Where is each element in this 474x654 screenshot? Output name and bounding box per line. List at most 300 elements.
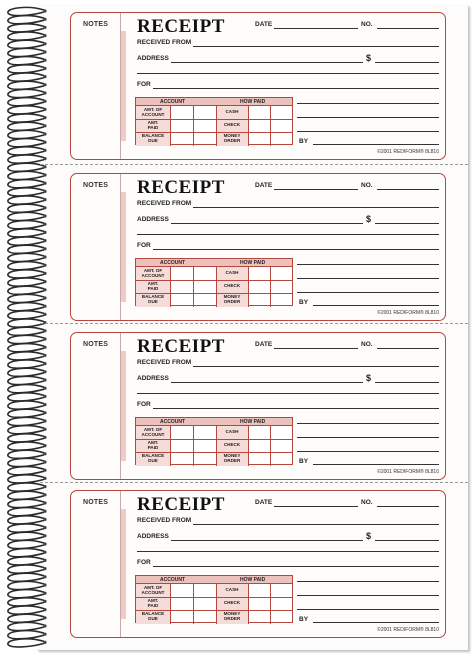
notes-label: NOTES [83,21,109,28]
punch-hole [43,526,46,529]
spiral-coil [8,417,44,425]
punch-hole [43,419,46,422]
punch-hole [43,518,46,521]
address-label: ADDRESS [137,55,169,62]
copyright-text: ©2001 REDIFORM® 8L810 [377,310,439,316]
dollar-label: $ [366,214,372,224]
punch-hole [43,42,46,45]
amt-of-account-line2: ACCOUNT [141,431,165,437]
punch-hole [43,583,46,586]
amt-paid-line2: PAID [147,602,159,608]
punch-hole [43,124,46,127]
spiral-coil [8,426,44,434]
punch-hole [43,387,46,390]
punch-hole [43,198,46,201]
punch-hole [43,592,46,595]
amt-of-account-line1: AMT. OF [143,107,163,112]
amt-paid-line2: PAID [147,444,159,450]
spiral-coil [8,540,44,548]
punch-hole [43,223,46,226]
punch-hole [43,354,46,357]
punch-hole [43,305,46,308]
spiral-coil [8,606,44,614]
spiral-coil [8,270,44,278]
row-divider [136,119,292,120]
spiral-coil [8,409,44,417]
balance-due-line2: DUE [148,137,158,143]
spiral-coil [8,516,44,524]
spiral-coil [8,327,44,335]
extra-line[interactable] [137,234,439,235]
received-from-label: RECEIVED FROM [137,359,192,366]
amt-of-account-line1: AMT. OF [143,427,163,432]
payment-table [135,97,293,145]
spiral-coil [8,614,44,622]
money-order-label [217,612,247,622]
spiral-coil [8,262,44,270]
date-label: DATE [255,499,273,506]
punch-hole [43,9,46,12]
no-label: NO. [361,499,373,506]
blank-line-1[interactable] [297,264,439,265]
by-line[interactable] [313,305,439,306]
spiral-coil [8,73,44,81]
by-label: BY [299,138,309,145]
address-line[interactable] [171,382,363,383]
copyright-text: ©2001 REDIFORM® 8L810 [377,149,439,155]
punch-hole [43,452,46,455]
red-strip [121,31,126,141]
punch-hole [43,239,46,242]
spiral-coil [8,163,44,171]
money-order-line1: MONEY [223,133,241,138]
how-paid-header: HOW PAID [240,577,266,583]
blank-line-3[interactable] [297,451,439,452]
punch-hole [43,206,46,209]
spiral-coil [8,442,44,450]
address-line[interactable] [171,223,363,224]
spiral-coil [8,368,44,376]
blank-line-3[interactable] [297,292,439,293]
spiral-coil [8,204,44,212]
amount-line[interactable] [375,540,439,541]
spiral-coil [8,147,44,155]
received-from-label: RECEIVED FROM [137,200,192,207]
punch-hole [43,428,46,431]
notes-label: NOTES [83,341,109,348]
spiral-coil [8,89,44,97]
notes-label: NOTES [83,182,109,189]
spiral-coil [8,65,44,73]
amt-paid-line1: AMT. [147,120,159,125]
balance-due-line2: DUE [148,615,158,621]
spiral-coil [8,48,44,56]
by-line[interactable] [313,144,439,145]
receipt-title: RECEIPT [137,177,225,198]
balance-due-label [137,134,169,144]
punch-hole [43,288,46,291]
number-line[interactable] [377,506,439,507]
date-line[interactable] [274,189,358,190]
punch-hole [43,510,46,513]
money-order-line2: ORDER [223,298,241,304]
how-paid-header: HOW PAID [240,99,266,105]
amt-of-account-line2: ACCOUNT [141,589,165,595]
cash-label: CASH [225,587,239,592]
amount-line[interactable] [375,223,439,224]
spiral-coil [8,278,44,286]
amount-line[interactable] [375,62,439,63]
punch-hole [43,362,46,365]
spiral-coil [8,508,44,516]
cash-label: CASH [225,429,239,434]
balance-due-line2: DUE [148,457,158,463]
punch-hole [43,50,46,53]
col-divider [193,106,194,146]
punch-hole [43,272,46,275]
by-label: BY [299,616,309,623]
money-order-line1: MONEY [223,453,241,458]
balance-due-line1: BALANCE [141,611,165,616]
amount-line[interactable] [375,382,439,383]
account-header: ACCOUNT [160,260,185,266]
punch-hole [43,477,46,480]
no-label: NO. [361,21,373,28]
receipt-form [70,12,446,160]
row-divider [136,439,292,440]
punch-hole [43,559,46,562]
blank-line-1[interactable] [297,581,439,582]
amt-paid-line2: PAID [147,124,159,130]
punch-hole [43,575,46,578]
punch-hole [43,641,46,644]
spiral-coil [8,467,44,475]
amt-paid-label [137,282,169,292]
for-line[interactable] [153,249,439,250]
date-label: DATE [255,341,273,348]
punch-hole [43,624,46,627]
date-label: DATE [255,21,273,28]
spiral-coil [8,155,44,163]
spiral-coil [8,114,44,122]
date-line[interactable] [274,506,358,507]
perforation-line [40,323,468,324]
spiral-coil [8,32,44,40]
spiral-coil [8,188,44,196]
money-order-line2: ORDER [223,457,241,463]
row-divider [136,280,292,281]
punch-hole [43,141,46,144]
punch-hole [43,26,46,29]
punch-hole [43,378,46,381]
spiral-coil [8,122,44,130]
money-order-label [217,134,247,144]
for-label: FOR [137,401,151,408]
punch-hole [43,231,46,234]
spiral-coil [8,311,44,319]
balance-due-label [137,295,169,305]
blank-line-3[interactable] [297,131,439,132]
col-divider [270,106,271,146]
blank-line-2[interactable] [297,117,439,118]
punch-hole [43,313,46,316]
punch-hole [43,501,46,504]
date-line[interactable] [274,28,358,29]
number-line[interactable] [377,189,439,190]
spiral-coil [8,573,44,581]
punch-hole [43,83,46,86]
for-line[interactable] [153,88,439,89]
balance-due-label [137,612,169,622]
punch-hole [43,493,46,496]
punch-hole [43,157,46,160]
punch-hole [43,551,46,554]
how-paid-header: HOW PAID [240,260,266,266]
punch-hole [43,149,46,152]
by-line[interactable] [313,464,439,465]
spiral-coil [8,319,44,327]
spiral-coil [8,237,44,245]
money-order-line2: ORDER [223,137,241,143]
punch-hole [43,460,46,463]
spiral-coil [8,106,44,114]
receipt-title: RECEIPT [137,494,225,515]
balance-due-label [137,454,169,464]
spiral-coil [8,499,44,507]
col-divider [170,426,171,466]
spiral-coil [8,139,44,147]
receipt-form [70,490,446,638]
number-line[interactable] [377,348,439,349]
blank-line-3[interactable] [297,609,439,610]
address-line[interactable] [171,62,363,63]
red-strip [121,351,126,461]
spiral-coil [8,376,44,384]
for-label: FOR [137,242,151,249]
address-label: ADDRESS [137,216,169,223]
spiral-coil [8,229,44,237]
spiral-coil [8,360,44,368]
spiral-coil [8,294,44,302]
punch-hole [43,329,46,332]
red-strip [121,509,126,619]
for-line[interactable] [153,566,439,567]
by-line[interactable] [313,622,439,623]
punch-hole [43,444,46,447]
notes-column [71,13,121,159]
check-label: CHECK [223,283,241,288]
spiral-coil [8,393,44,401]
punch-hole [43,633,46,636]
punch-hole [43,108,46,111]
spiral-coil [8,581,44,589]
punch-hole [43,190,46,193]
by-label: BY [299,299,309,306]
payment-table [135,575,293,623]
col-divider [248,584,249,624]
spiral-coil [8,40,44,48]
spiral-coil [8,483,44,491]
check-label: CHECK [223,600,241,605]
account-header: ACCOUNT [160,577,185,583]
col-divider [170,267,171,307]
amt-of-account-line2: ACCOUNT [141,272,165,278]
punch-hole [43,485,46,488]
blank-line-1[interactable] [297,423,439,424]
for-label: FOR [137,81,151,88]
by-label: BY [299,458,309,465]
punch-hole [43,182,46,185]
spiral-coil [8,344,44,352]
notes-label: NOTES [83,499,109,506]
address-line[interactable] [171,540,363,541]
blank-line-2[interactable] [297,278,439,279]
punch-hole [43,616,46,619]
red-strip [121,192,126,302]
spiral-coil [8,16,44,24]
spiral-coil [8,171,44,179]
check-label: CHECK [223,122,241,127]
no-label: NO. [361,182,373,189]
cash-label: CASH [225,270,239,275]
received-from-line[interactable] [193,46,439,47]
no-label: NO. [361,341,373,348]
amt-of-account-line1: AMT. OF [143,585,163,590]
spiral-coil [8,565,44,573]
punch-hole [43,395,46,398]
spiral-coil [8,491,44,499]
account-header: ACCOUNT [160,99,185,105]
money-order-label [217,454,247,464]
spiral-coil [8,458,44,466]
col-divider [270,426,271,466]
blank-line-1[interactable] [297,103,439,104]
dollar-label: $ [366,373,372,383]
col-divider [270,584,271,624]
punch-hole [43,34,46,37]
punch-hole [43,600,46,603]
col-divider [193,267,194,307]
amt-of-account-label [137,586,169,596]
date-line[interactable] [274,348,358,349]
extra-line[interactable] [137,73,439,74]
punch-hole [43,337,46,340]
punch-hole [43,132,46,135]
for-line[interactable] [153,408,439,409]
amt-paid-label [137,441,169,451]
amt-paid-line2: PAID [147,285,159,291]
money-order-line1: MONEY [223,294,241,299]
amt-of-account-label [137,269,169,279]
spiral-coil [8,221,44,229]
extra-line[interactable] [137,551,439,552]
balance-due-line1: BALANCE [141,453,165,458]
copyright-text: ©2001 REDIFORM® 8L810 [377,627,439,633]
blank-line-2[interactable] [297,595,439,596]
amt-paid-line1: AMT. [147,440,159,445]
spiral-coil [8,524,44,532]
money-order-label [217,295,247,305]
received-from-line[interactable] [193,524,439,525]
col-divider [170,106,171,146]
receipt-form [70,173,446,321]
amt-paid-label [137,121,169,131]
spiral-coil [8,24,44,32]
punch-hole [43,214,46,217]
spiral-coil [8,98,44,106]
spiral-coil [8,303,44,311]
dollar-label: $ [366,53,372,63]
balance-due-line1: BALANCE [141,133,165,138]
spiral-coil [8,212,44,220]
spiral-coil [8,81,44,89]
receipt-title: RECEIPT [137,16,225,37]
perforation-line [40,164,468,165]
punch-hole [43,280,46,283]
money-order-line1: MONEY [223,611,241,616]
punch-hole [43,296,46,299]
received-from-line[interactable] [193,366,439,367]
punch-hole [43,346,46,349]
punch-hole [43,370,46,373]
punch-hole [43,173,46,176]
col-divider [248,426,249,466]
row-divider [136,597,292,598]
punch-hole [43,116,46,119]
notes-column [71,174,121,320]
spiral-coil [8,253,44,261]
blank-line-2[interactable] [297,437,439,438]
spiral-coil [8,631,44,639]
number-line[interactable] [377,28,439,29]
col-divider [248,267,249,307]
spiral-coil [8,622,44,630]
spiral-coil [8,434,44,442]
balance-due-line2: DUE [148,298,158,304]
punch-hole [43,75,46,78]
dollar-label: $ [366,531,372,541]
punch-hole [43,59,46,62]
amt-of-account-line1: AMT. OF [143,268,163,273]
spiral-coil [8,7,44,15]
spiral-coil [8,549,44,557]
notes-column [71,333,121,479]
check-label: CHECK [223,442,241,447]
spiral-coil [8,557,44,565]
spiral-coil [8,401,44,409]
received-from-line[interactable] [193,207,439,208]
punch-hole [43,100,46,103]
amt-paid-label [137,599,169,609]
payment-table [135,258,293,306]
amt-of-account-label [137,108,169,118]
payment-table [135,417,293,465]
date-label: DATE [255,182,273,189]
col-divider [170,584,171,624]
notes-column [71,491,121,637]
spiral-coil [8,286,44,294]
spiral-coil [8,180,44,188]
copyright-text: ©2001 REDIFORM® 8L810 [377,469,439,475]
punch-hole [43,542,46,545]
punch-hole [43,255,46,258]
address-label: ADDRESS [137,533,169,540]
address-label: ADDRESS [137,375,169,382]
punch-hole [43,411,46,414]
col-divider [193,584,194,624]
extra-line[interactable] [137,393,439,394]
spiral-coil [8,598,44,606]
